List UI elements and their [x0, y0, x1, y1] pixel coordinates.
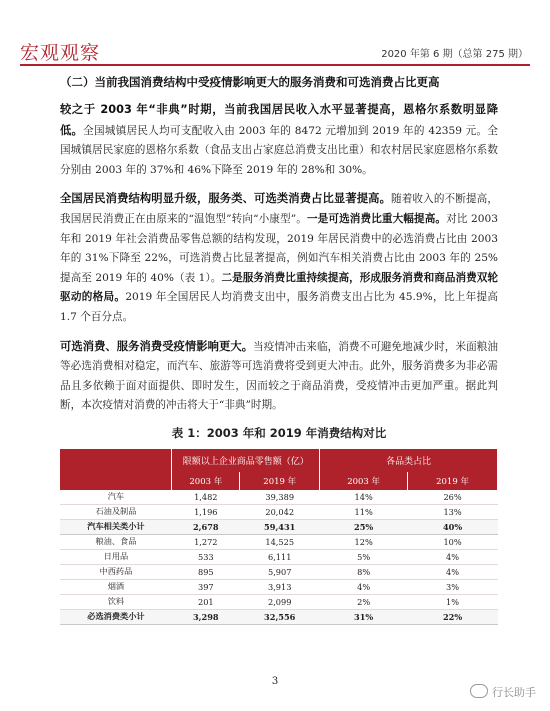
table-cell: 397 [172, 579, 240, 594]
emphasis-text: 二是服务消费比重持续提高，形成服务消费和商品消费双轮驱动的格局。 [60, 271, 498, 304]
table-cell: 31% [320, 609, 408, 624]
table-row [60, 534, 498, 549]
table-cell: 1,272 [172, 534, 240, 549]
row-label: 必选消费类小计 [60, 609, 172, 624]
table-cell: 201 [172, 594, 240, 609]
table-cell: 2,099 [240, 594, 320, 609]
column-group-header: 各品类占比 [320, 449, 498, 472]
consumption-structure-table [60, 449, 498, 625]
row-label: 饮料 [60, 594, 172, 609]
table-cell: 10% [408, 534, 498, 549]
paragraph-lead: 全国居民消费结构明显升级，服务类、可选类消费占比显著提高。 [60, 192, 391, 206]
paragraph-text: 当疫情冲击来临，消费不可避免地减少时，米面粮油等必选消费相对稳定，而汽车、旅游等可选消费将受到更大冲击。此外，服务消费多为非必需品且多依赖于面对面提供、即时发生，因而较之于商品消费，受疫情冲击更加严重。据此判断，本次疫情对消费的冲击将大于“非典”时期。 [60, 340, 498, 412]
table-cell: 32,556 [240, 609, 320, 624]
section-title: （二）当前我国消费结构中受疫情影响更大的服务消费和可选消费占比更高 [60, 75, 440, 89]
table-cell: 5% [320, 549, 408, 564]
table-subtotal-row [60, 519, 498, 534]
table-cell: 14% [320, 490, 408, 505]
watermark-text: 行长助手 [492, 686, 536, 699]
table-cell: 895 [172, 564, 240, 579]
table-cell: 25% [320, 519, 408, 534]
page-number: 3 [271, 676, 279, 687]
table-cell: 26% [408, 490, 498, 505]
table-cell: 20,042 [240, 504, 320, 519]
table-cell: 8% [320, 564, 408, 579]
table-corner-cell [60, 472, 172, 490]
table-year-header-row [60, 472, 498, 490]
table-cell: 6,111 [240, 549, 320, 564]
header-divider [20, 64, 530, 66]
paragraph-lead: 较之于 2003 年“非典”时期，当前我国居民收入水平显著提高，恩格尔系数明显降低。 [60, 103, 498, 137]
table-cell: 4% [408, 549, 498, 564]
row-label: 汽车相关类小计 [60, 519, 172, 534]
table-cell: 12% [320, 534, 408, 549]
table-cell: 13% [408, 504, 498, 519]
paragraph-epidemic-impact [60, 337, 498, 416]
table-cell: 11% [320, 504, 408, 519]
paragraph-text: 全国城镇居民人均可支配收入由 2003 年的 8472 元增加到 2019 年的 42359 元。全国城镇居民家庭的恩格尔系数（食品支出占家庭总消费支出比重）和农村居民家庭恩格尔系数分别由 2003 年的 37%和 46%下降至 2019 年的 28%和 30%。 [60, 124, 498, 176]
table-row [60, 594, 498, 609]
table-cell: 14,525 [240, 534, 320, 549]
table-cell: 2,678 [172, 519, 240, 534]
row-label: 汽车 [60, 490, 172, 505]
table-cell: 1,196 [172, 504, 240, 519]
paragraph-text: 2019 年全国居民人均消费支出中，服务消费支出占比为 45.9%，比上年提高 1.7 个百分点。 [60, 291, 498, 323]
row-label: 日用品 [60, 549, 172, 564]
table-row [60, 504, 498, 519]
paragraph-consumption-structure [60, 189, 498, 327]
column-group-header: 限额以上企业商品零售额（亿） [172, 449, 320, 472]
row-label: 烟酒 [60, 579, 172, 594]
column-header: 2019 年 [408, 472, 498, 490]
publication-title: 宏观观察 [20, 42, 101, 64]
table-group-header-row [60, 449, 498, 472]
table-cell: 3,298 [172, 609, 240, 624]
column-header: 2003 年 [172, 472, 240, 490]
table-cell: 3% [408, 579, 498, 594]
article-body [60, 74, 498, 625]
watermark [470, 684, 536, 700]
column-header: 2019 年 [240, 472, 320, 490]
table-cell: 1,482 [172, 490, 240, 505]
table-cell: 1% [408, 594, 498, 609]
column-header: 2003 年 [320, 472, 408, 490]
table-row [60, 549, 498, 564]
table-cell: 4% [320, 579, 408, 594]
emphasis-text: 一是可选消费比重大幅提高。 [306, 212, 447, 225]
table-subtotal-row [60, 609, 498, 624]
table-corner-cell [60, 449, 172, 472]
paragraph-text: 随着收入的不断提高，我国居民消费正在由原来的“温饱型”转向“小康型”。 [60, 193, 498, 225]
wechat-icon [470, 684, 488, 698]
table-cell: 59,431 [240, 519, 320, 534]
table-cell: 4% [408, 564, 498, 579]
table-title: 表 1：2003 年和 2019 年消费结构对比 [171, 425, 387, 440]
table-row [60, 564, 498, 579]
table-cell: 3,913 [240, 579, 320, 594]
paragraph-lead: 可选消费、服务消费受疫情影响更大。 [60, 339, 254, 353]
table-cell: 533 [172, 549, 240, 564]
paragraph-income [60, 100, 498, 180]
table-cell: 5,907 [240, 564, 320, 579]
row-label: 粮油、食品 [60, 534, 172, 549]
paragraph-text: 对比 2003 年和 2019 年社会消费品零售总额的结构发现，2019 年居民消费中的必选消费占比由 2003 年的 31%下降至 22%，可选消费占比显著提高，例如汽车相关消费占比由 2003 年的 25%提高至 2019 年的 40%（表 1）。 [60, 212, 498, 284]
table-cell: 40% [408, 519, 498, 534]
table-row [60, 579, 498, 594]
issue-number: 2020 年第 6 期（总第 275 期） [381, 49, 528, 60]
row-label: 石油及制品 [60, 504, 172, 519]
page-header [0, 0, 550, 70]
row-label: 中西药品 [60, 564, 172, 579]
table-row [60, 490, 498, 505]
table-cell: 2% [320, 594, 408, 609]
table-cell: 22% [408, 609, 498, 624]
table-cell: 39,389 [240, 490, 320, 505]
